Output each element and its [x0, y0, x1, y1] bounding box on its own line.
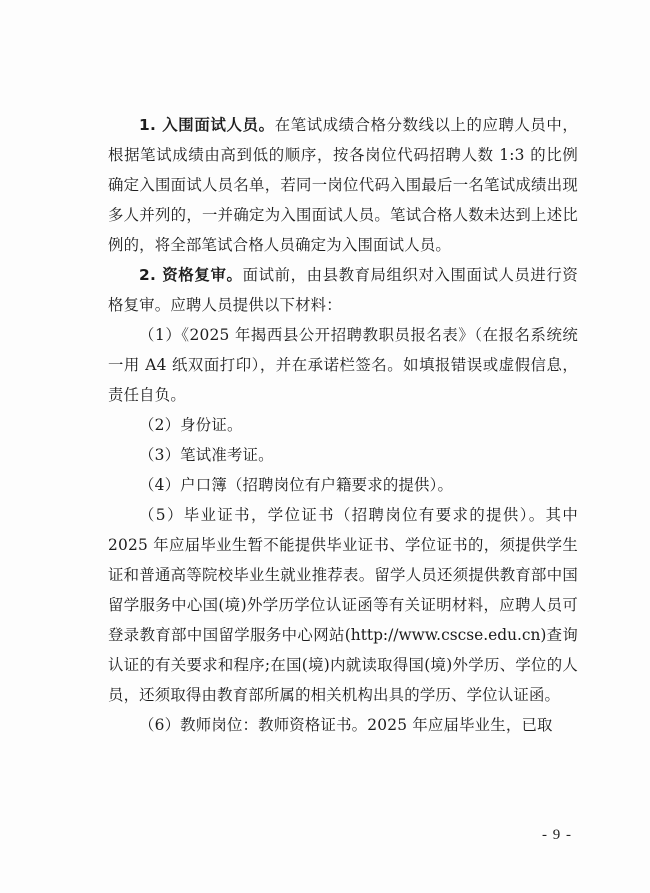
- diploma-text: （5）毕业证书，学位证书（招聘岗位有要求的提供）。其中 2025 年应届毕业生暂不能提供毕业证书、学位证书的，须提供学生证和普通高等院校毕业生就业推荐表。留学人员还须提供教育部中国留学服务中心国(境)外学历学位认证函等有关证明材料，应聘人员可登录教育部中国留学服务中心网站: [108, 506, 578, 644]
- section-heading-interview: 1. 入围面试人员。: [139, 116, 275, 134]
- list-item-admission-ticket: （3）笔试准考证。: [139, 446, 274, 464]
- list-item-teacher-certificate: （6）教师岗位：教师资格证书。2025 年应届毕业生，已取: [139, 716, 553, 734]
- cscse-url: (http://www.cscse.edu.cn): [344, 626, 547, 644]
- diploma-text-continued: 查询认证的有关要求和程序;在国(境)内就读取得国(境)外学历、学位的人员，还须取得由教育部所属的相关机构出具的学历、学位认证函。: [108, 626, 578, 704]
- paragraph-interview-candidates: [108, 110, 578, 260]
- list-item-registration-form: （1）《2025 年揭西县公开招聘教职员报名表》（在报名系统统一用 A4 纸双面打印），并在承诺栏签名。如填报错误或虚假信息，责任自负。: [108, 326, 578, 404]
- section-heading-review: 2. 资格复审。: [139, 266, 243, 284]
- section-text-interview: 在笔试成绩合格分数线以上的应聘人员中，根据笔试成绩由高到低的顺序，按各岗位代码招聘人数 1:3 的比例确定入围面试人员名单，若同一岗位代码入围最后一名笔试成绩出现多人并列的，一并确定为入围面试人员。笔试合格人数未达到上述比例的，将全部笔试合格人员确定为入围面试人员。: [108, 116, 578, 254]
- section-text-review: 面试前，由县教育局组织对入围面试人员进行资格复审。应聘人员提供以下材料：: [108, 266, 578, 314]
- list-item-diploma: [108, 500, 578, 710]
- list-item-household-register: （4）户口簿（招聘岗位有户籍要求的提供）。: [139, 476, 454, 494]
- document-body: [108, 110, 578, 740]
- list-item-id-card: （2）身份证。: [139, 416, 243, 434]
- page-number: - 9 -: [542, 827, 572, 843]
- paragraph-qualification-review: [108, 260, 578, 320]
